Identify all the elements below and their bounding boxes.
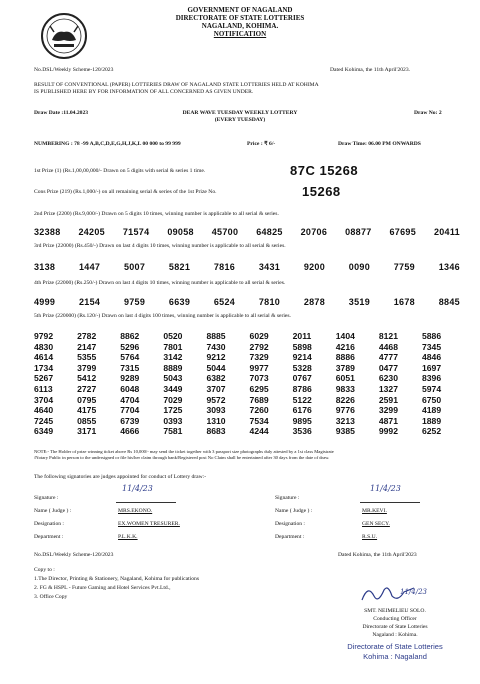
fifth-prize-text: 5th Prize (220000) (Rs.120/-) Drawn on last 4 digits 100 times, winning number is applicable to all serial & series. xyxy=(34,313,291,319)
fifth-prize-row xyxy=(34,331,460,342)
fifth-prize-row xyxy=(34,426,460,437)
prize-number: 09058 xyxy=(167,227,194,237)
fourth-prize-numbers xyxy=(34,297,460,307)
prize-number: 0393 xyxy=(163,415,183,426)
prize-number: 3299 xyxy=(378,405,398,416)
footer-dated: Dated Kohima, the 11th April'2023 xyxy=(338,552,417,558)
prize-number: 7029 xyxy=(163,394,183,405)
prize-number: 7329 xyxy=(249,352,269,363)
prize-number: 7315 xyxy=(120,362,140,373)
prize-number: 7073 xyxy=(249,373,269,384)
draw-date: Draw Date :11.04.2023 xyxy=(34,110,89,116)
judge2-signature-label: Signature : xyxy=(275,495,300,501)
officer-title: Conducting Officer xyxy=(373,616,417,622)
note-line-1: NOTE:- The Holder of prize winning ticket above Rs 10,000/- may send the ticket together with 3 passport size photographs duly attested by a 1st class Magistrate xyxy=(34,449,334,454)
first-prize-number: 87C 15268 xyxy=(290,163,359,178)
second-prize-numbers xyxy=(34,227,460,237)
prize-number: 5007 xyxy=(123,262,146,272)
ticket-price: Price : ₹ 6/- xyxy=(247,141,276,147)
prize-number: 4871 xyxy=(378,415,398,426)
prize-number: 32388 xyxy=(34,227,61,237)
prize-number: 7534 xyxy=(249,415,269,426)
prize-number: 6739 xyxy=(120,415,140,426)
prize-number: 0855 xyxy=(77,415,97,426)
note-line-2: /Notary Public in person to the undersigned or file his/her claim through bank/Registered post No Claim shall be entertained after 30 days from the date of draw. xyxy=(34,455,330,460)
header-notification: NOTIFICATION xyxy=(213,30,267,38)
prize-number: 4468 xyxy=(378,341,398,352)
prize-number: 4189 xyxy=(421,405,442,416)
prize-number: 8683 xyxy=(206,426,226,437)
fifth-prize-row xyxy=(34,395,460,406)
prize-number: 0795 xyxy=(77,394,97,405)
prize-number: 2782 xyxy=(77,331,97,341)
prize-number: 2792 xyxy=(249,341,269,352)
prize-number: 5412 xyxy=(77,373,97,384)
prize-number: 8845 xyxy=(438,297,460,307)
prize-number: 2011 xyxy=(292,331,312,341)
judge1-designation: EX.WOMEN TRESURER. xyxy=(118,521,180,527)
prize-number: 5898 xyxy=(292,341,312,352)
judge1-designation-label: Designation : xyxy=(34,521,64,527)
prize-number: 6113 xyxy=(34,383,53,394)
prize-number: 7245 xyxy=(34,415,54,426)
prize-number: 64825 xyxy=(256,227,283,237)
consolation-prize-number: 15268 xyxy=(302,184,341,199)
prize-number: 8121 xyxy=(378,331,398,341)
prize-number: 3449 xyxy=(163,383,183,394)
prize-number: 0477 xyxy=(378,362,398,373)
prize-number: 7581 xyxy=(163,426,183,437)
header-line-1: GOVERNMENT OF NAGALAND xyxy=(187,6,293,14)
stamp-line-1: Directorate of State Lotteries xyxy=(347,642,443,651)
judges-intro: The following signatories are judges appointed for conduct of Lottery draw:- xyxy=(34,474,207,480)
prize-number: 5764 xyxy=(120,352,140,363)
prize-number: 2591 xyxy=(378,394,398,405)
prize-number: 3789 xyxy=(335,362,355,373)
consolation-prize-text: Cons Prize (219) (Rs.1,000/-) on all remaining serial & series of the 1st Prize No. xyxy=(34,189,217,195)
prize-number: 8885 xyxy=(206,331,226,341)
prize-number: 7345 xyxy=(421,341,442,352)
prize-number: 5044 xyxy=(206,362,226,373)
prize-number: 3213 xyxy=(335,415,355,426)
judge1-signature: 11/4/23 xyxy=(122,484,153,493)
judge1-department-label: Department : xyxy=(34,534,64,540)
fifth-prize-row xyxy=(34,405,460,416)
intro-line-1: RESULT OF CONVENTIONAL (PAPER) LOTTERIES DRAW OF NAGALAND STATE LOTTERIES HELD AT KOHIMA xyxy=(34,82,319,88)
prize-number: 3142 xyxy=(163,352,183,363)
prize-number: 4175 xyxy=(77,405,97,416)
second-prize-text: 2nd Prize (2200) (Rs.9,000/-) Drawn on 5 digits 10 times, winning number is applicable to all serial & series. xyxy=(34,211,279,217)
judge2-designation-label: Designation : xyxy=(275,521,305,527)
stamp-line-2: Kohima : Nagaland xyxy=(363,652,427,661)
prize-number: 7689 xyxy=(249,394,269,405)
prize-number: 6524 xyxy=(213,297,236,307)
third-prize-text: 3rd Prize (22000) (Rs.450/-) Drawn on last 4 digits 10 times, winning number is applicable to all serial & series. xyxy=(34,243,286,249)
prize-number: 8396 xyxy=(421,373,442,384)
prize-number: 0090 xyxy=(348,262,371,272)
prize-number: 1327 xyxy=(378,383,398,394)
prize-number: 1447 xyxy=(78,262,101,272)
prize-number: 5122 xyxy=(292,394,312,405)
prize-number: 0767 xyxy=(292,373,312,384)
prize-number: 9200 xyxy=(303,262,326,272)
prize-number: 7704 xyxy=(120,405,140,416)
officer-signature xyxy=(358,582,418,606)
prize-number: 1346 xyxy=(438,262,460,272)
draw-time: Draw Time: 06.00 PM ONWARDS xyxy=(338,141,421,147)
prize-number: 3431 xyxy=(258,262,281,272)
prize-number: 3138 xyxy=(34,262,56,272)
prize-number: 3536 xyxy=(292,426,312,437)
prize-number: 9776 xyxy=(335,405,355,416)
prize-number: 1889 xyxy=(421,415,442,426)
dated-line: Dated Kohima, the 11th April'2023. xyxy=(330,67,411,73)
fifth-prize-row xyxy=(34,363,460,374)
prize-number: 08877 xyxy=(345,227,372,237)
prize-number: 5821 xyxy=(168,262,191,272)
prize-number: 1404 xyxy=(335,331,355,341)
prize-number: 9572 xyxy=(206,394,226,405)
prize-number: 20706 xyxy=(300,227,328,237)
copy-item-3: 3. Office Copy xyxy=(34,594,68,600)
prize-number: 1310 xyxy=(206,415,226,426)
prize-number: 3171 xyxy=(77,426,97,437)
prize-number: 3707 xyxy=(206,383,226,394)
prize-number: 9792 xyxy=(34,331,54,341)
prize-number: 6051 xyxy=(335,373,355,384)
judge1-name: MRS.EKONO. xyxy=(118,508,153,514)
judge2-name: MR.KEVI. xyxy=(362,508,387,514)
prize-number: 8886 xyxy=(335,352,355,363)
fifth-prize-grid xyxy=(34,331,460,437)
prize-number: 6639 xyxy=(168,297,191,307)
prize-number: 6176 xyxy=(292,405,312,416)
prize-number: 5267 xyxy=(34,373,54,384)
judge2-signature-line xyxy=(360,502,420,503)
officer-department: Directorate of State Lotteries xyxy=(362,624,428,630)
prize-number: 4216 xyxy=(335,341,355,352)
prize-number: 2154 xyxy=(78,297,101,307)
prize-number: 5974 xyxy=(421,383,442,394)
prize-number: 24205 xyxy=(78,227,105,237)
prize-number: 0520 xyxy=(163,331,183,341)
prize-number: 4666 xyxy=(120,426,140,437)
judge2-name-label: Name ( Judge ) : xyxy=(275,508,313,514)
prize-number: 1697 xyxy=(421,362,442,373)
prize-number: 9977 xyxy=(249,362,269,373)
prize-number: 5328 xyxy=(292,362,312,373)
prize-number: 71574 xyxy=(122,227,150,237)
prize-number: 6230 xyxy=(378,373,398,384)
judge1-name-label: Name ( Judge ) : xyxy=(34,508,72,514)
prize-number: 45700 xyxy=(211,227,239,237)
prize-number: 9289 xyxy=(120,373,140,384)
header-line-3: NAGALAND, KOHIMA. xyxy=(201,22,279,30)
prize-number: 1678 xyxy=(393,297,415,307)
fifth-prize-row xyxy=(34,342,460,353)
officer-name: SMT. NEIMELIEU SOLO. xyxy=(364,608,426,614)
prize-number: 6029 xyxy=(249,331,269,341)
prize-number: 7801 xyxy=(163,341,183,352)
judge2-department: R.S.U. xyxy=(362,534,378,540)
prize-number: 7816 xyxy=(213,262,236,272)
prize-number: 7810 xyxy=(258,297,281,307)
prize-number: 67695 xyxy=(389,227,417,237)
lottery-name: DEAR WAVE TUESDAY WEEKLY LOTTERY xyxy=(182,110,298,116)
judge1-signature-label: Signature : xyxy=(34,495,59,501)
prize-number: 3093 xyxy=(206,405,226,416)
prize-number: 5043 xyxy=(163,373,183,384)
prize-number: 8889 xyxy=(163,362,183,373)
fifth-prize-row xyxy=(34,352,460,363)
prize-number: 5296 xyxy=(120,341,140,352)
prize-number: 5886 xyxy=(421,331,442,341)
fifth-prize-row xyxy=(34,416,460,427)
intro-line-2: IS PUBLISHED HERE BY FOR INFORMATION OF ALL CONCERNED AS GIVEN UNDER. xyxy=(34,89,254,95)
prize-number: 5355 xyxy=(77,352,97,363)
prize-number: 9214 xyxy=(292,352,312,363)
prize-number: 3704 xyxy=(34,394,54,405)
prize-number: 2147 xyxy=(77,341,97,352)
prize-number: 1734 xyxy=(34,362,54,373)
prize-number: 4614 xyxy=(34,352,54,363)
prize-number: 6295 xyxy=(249,383,269,394)
third-prize-numbers xyxy=(34,262,460,272)
prize-number: 9212 xyxy=(206,352,226,363)
prize-number: 1725 xyxy=(163,405,183,416)
prize-number: 4777 xyxy=(378,352,398,363)
prize-number: 9992 xyxy=(378,426,398,437)
prize-number: 2878 xyxy=(303,297,326,307)
prize-number: 9759 xyxy=(123,297,146,307)
prize-number: 9385 xyxy=(335,426,355,437)
prize-number: 3519 xyxy=(348,297,371,307)
fifth-prize-row xyxy=(34,384,460,395)
officer-place: Nagaland : Kohima. xyxy=(372,632,418,638)
fourth-prize-text: 4th Prize (22000) (Rs.250/-) Drawn on last 4 digits 10 times, winning number is applicable to all serial & series. xyxy=(34,280,286,286)
prize-number: 8226 xyxy=(335,394,355,405)
judge1-department: P.L.K.K. xyxy=(118,534,138,540)
prize-number: 6349 xyxy=(34,426,54,437)
prize-number: 7759 xyxy=(393,262,415,272)
footer-reference: No.DSL/Weekly Scheme-120/2023 xyxy=(34,552,114,558)
fifth-prize-row xyxy=(34,373,460,384)
prize-number: 6750 xyxy=(421,394,442,405)
judge2-designation: GEN SECY. xyxy=(362,521,390,527)
prize-number: 6252 xyxy=(421,426,442,437)
prize-number: 4640 xyxy=(34,405,54,416)
prize-number: 6048 xyxy=(120,383,140,394)
prize-number: 3799 xyxy=(77,362,97,373)
prize-number: 4999 xyxy=(34,297,56,307)
prize-number: 8786 xyxy=(292,383,312,394)
prize-number: 4704 xyxy=(120,394,140,405)
prize-number: 8862 xyxy=(120,331,140,341)
prize-number: 2727 xyxy=(77,383,97,394)
prize-number: 6382 xyxy=(206,373,226,384)
prize-number: 20411 xyxy=(433,227,460,237)
draw-number: Draw No: 2 xyxy=(414,110,442,116)
prize-number: 7260 xyxy=(249,405,269,416)
copy-item-1: 1.The Director, Printing & Stationery, Nagaland, Kohima for publications xyxy=(34,576,200,582)
prize-number: 4846 xyxy=(421,352,442,363)
prize-number: 7430 xyxy=(206,341,226,352)
copy-item-2: 2. FG & HSPL - Future Gaming and Hotel Services Pvt.Ltd., xyxy=(34,585,171,591)
prize-number: 4244 xyxy=(249,426,269,437)
officer-signature-date: 11/4/23 xyxy=(400,588,427,596)
judge2-department-label: Department : xyxy=(275,534,305,540)
prize-number: 9895 xyxy=(292,415,312,426)
header-line-2: DIRECTORATE OF STATE LOTTERIES xyxy=(175,14,305,22)
lottery-subtitle: (EVERY TUESDAY) xyxy=(214,117,266,123)
judge1-signature-line xyxy=(116,502,176,503)
prize-number: 4830 xyxy=(34,341,54,352)
numbering: NUMBERING : 78 -99 A,B,C,D,E,G,H,J,K,L 00 000 to 99 999 xyxy=(34,141,181,147)
prize-number: 9833 xyxy=(335,383,355,394)
judge2-signature: 11/4/23 xyxy=(370,484,401,493)
copy-to-label: Copy to : xyxy=(34,567,55,573)
first-prize-text: 1st Prize (1) (Rs.1,00,00,000/- Drawn on 5 digits with serial & series 1 time. xyxy=(34,168,206,174)
reference-number: No.DSL/Weekly Scheme-120/2023 xyxy=(34,67,114,73)
